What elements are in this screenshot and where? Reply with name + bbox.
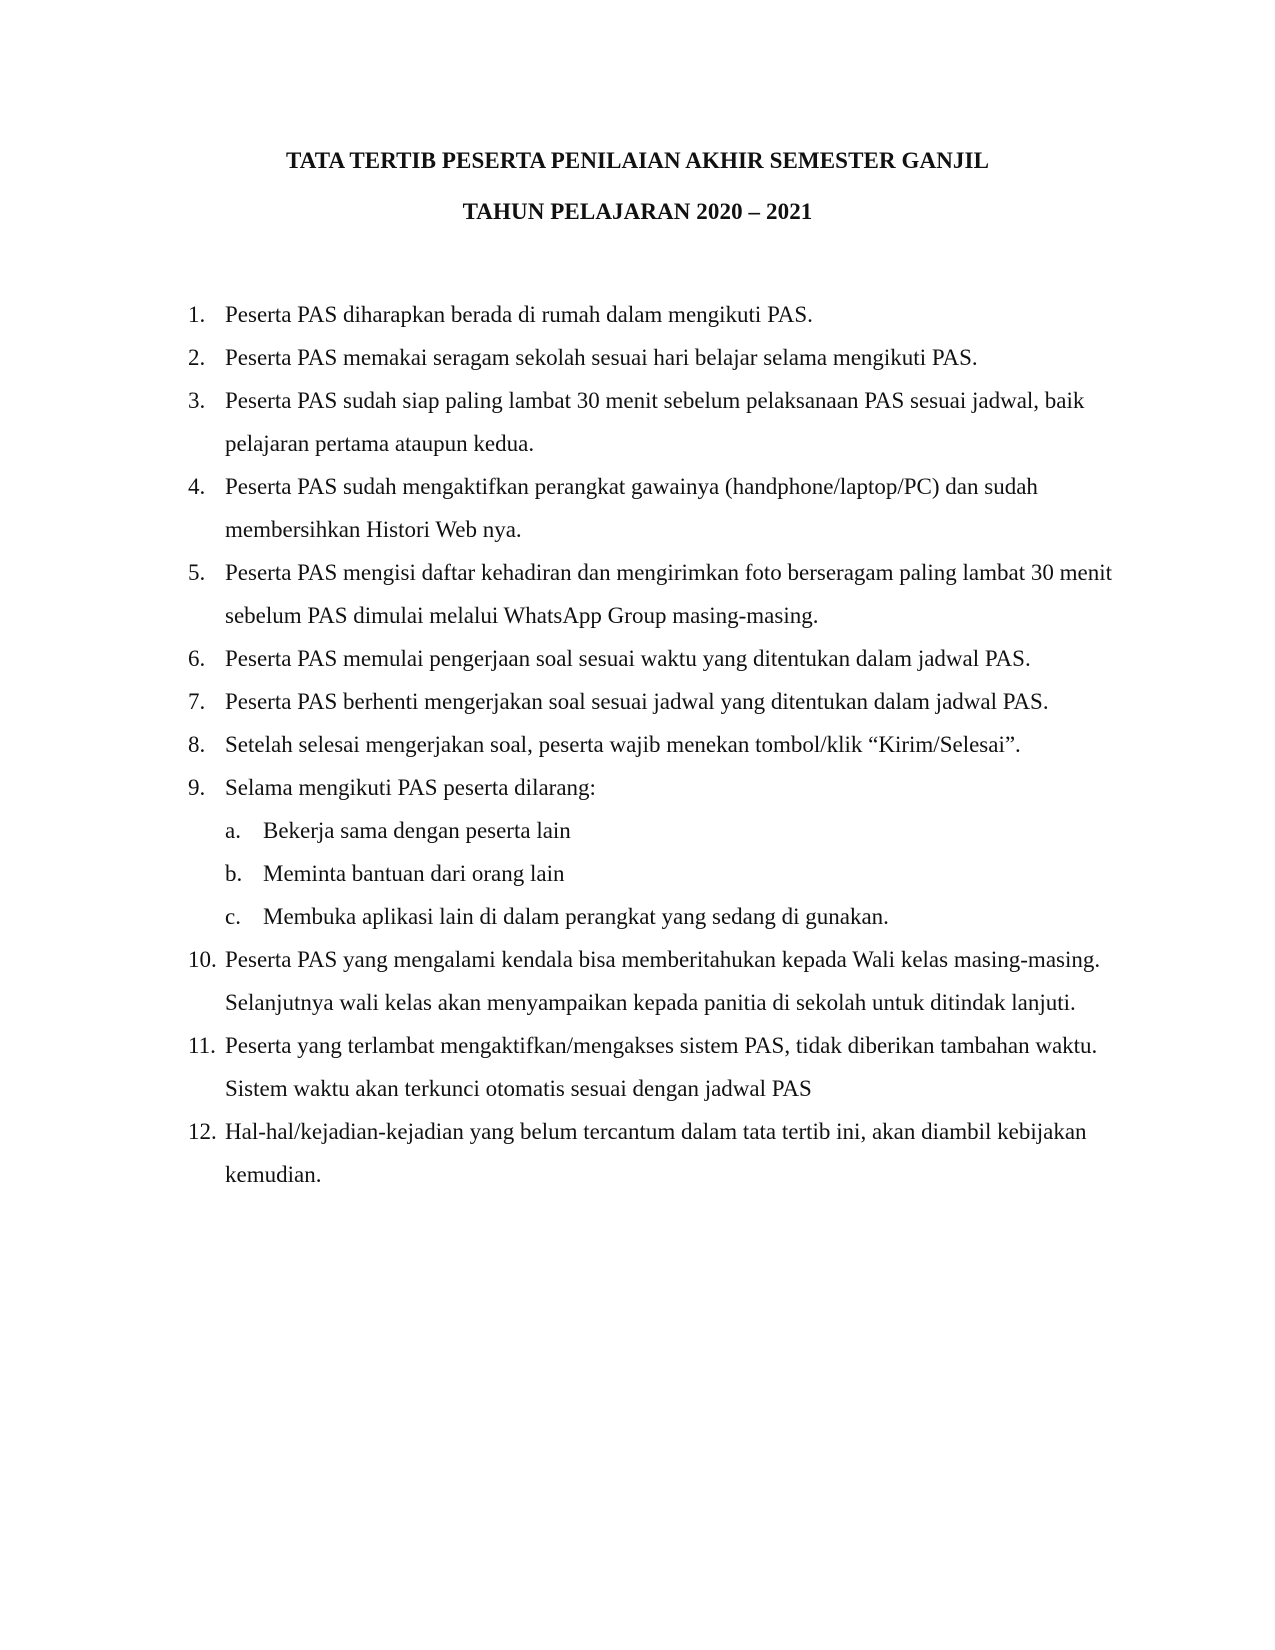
rule-item <box>188 551 1148 637</box>
document-title: TATA TERTIB PESERTA PENILAIAN AKHIR SEMESTER GANJIL <box>285 148 990 173</box>
rule-item <box>188 637 1148 680</box>
prohibited-text: Bekerja sama dengan peserta lain <box>263 818 571 843</box>
rule-item <box>188 1024 1148 1110</box>
rule-item <box>188 938 1148 1024</box>
prohibited-letter: a. <box>225 818 241 843</box>
rule-text: Selama mengikuti PAS peserta dilarang: <box>225 775 596 800</box>
rule-item <box>188 680 1148 723</box>
rule-number: 10. <box>188 947 217 972</box>
rule-number: 8. <box>188 732 206 757</box>
document-subtitle: TAHUN PELAJARAN 2020 – 2021 <box>462 199 813 224</box>
rule-number: 7. <box>188 689 206 714</box>
rule-text: Peserta PAS berhenti mengerjakan soal sesuai jadwal yang ditentukan dalam jadwal PAS. <box>225 689 1049 714</box>
rule-text: Peserta yang terlambat mengaktifkan/mengakses sistem PAS, tidak diberikan tambahan waktu. Sistem waktu akan terkunci otomatis sesuai dengan jadwal PAS <box>225 1033 1098 1101</box>
rule-number: 4. <box>188 474 206 499</box>
rule-text: Peserta PAS mengisi daftar kehadiran dan mengirimkan foto berseragam paling lambat 30 menit sebelum PAS dimulai melalui WhatsApp Group masing-masing. <box>225 560 1112 628</box>
prohibited-text: Meminta bantuan dari orang lain <box>263 861 565 886</box>
rule-text: Peserta PAS yang mengalami kendala bisa memberitahukan kepada Wali kelas masing-masing. Selanjutnya wali kelas akan menyampaikan kepada panitia di sekolah untuk ditindak lanjuti. <box>225 947 1101 1015</box>
rule-number: 12. <box>188 1119 217 1144</box>
prohibited-item <box>225 852 1148 895</box>
rule-text: Peserta PAS diharapkan berada di rumah dalam mengikuti PAS. <box>225 302 813 327</box>
rule-number: 6. <box>188 646 206 671</box>
rule-item <box>188 1110 1148 1196</box>
rule-number: 5. <box>188 560 206 585</box>
rule-item <box>188 293 1148 336</box>
rule-item <box>188 379 1148 465</box>
prohibited-text: Membuka aplikasi lain di dalam perangkat yang sedang di gunakan. <box>263 904 889 929</box>
rule-number: 1. <box>188 302 206 327</box>
rule-item <box>188 723 1148 766</box>
rule-text: Peserta PAS sudah mengaktifkan perangkat gawainya (handphone/laptop/PC) dan sudah membersihkan Histori Web nya. <box>225 474 1038 542</box>
prohibited-list <box>225 809 1148 938</box>
prohibited-item <box>225 809 1148 852</box>
rule-text: Hal-hal/kejadian-kejadian yang belum tercantum dalam tata tertib ini, akan diambil kebijakan kemudian. <box>225 1119 1087 1187</box>
rule-number: 9. <box>188 775 206 800</box>
rule-item <box>188 465 1148 551</box>
rule-text: Setelah selesai mengerjakan soal, peserta wajib menekan tombol/klik “Kirim/Selesai”. <box>225 732 1021 757</box>
rule-text: Peserta PAS memakai seragam sekolah sesuai hari belajar selama mengikuti PAS. <box>225 345 978 370</box>
rule-text: Peserta PAS memulai pengerjaan soal sesuai waktu yang ditentukan dalam jadwal PAS. <box>225 646 1031 671</box>
prohibited-letter: c. <box>225 904 241 929</box>
rule-number: 3. <box>188 388 206 413</box>
rules-list <box>188 293 1148 1196</box>
rule-text: Peserta PAS sudah siap paling lambat 30 menit sebelum pelaksanaan PAS sesuai jadwal, baik pelajaran pertama ataupun kedua. <box>225 388 1085 456</box>
rule-number: 2. <box>188 345 206 370</box>
prohibited-item <box>225 895 1148 938</box>
rule-number: 11. <box>188 1033 216 1058</box>
rule-item <box>188 336 1148 379</box>
prohibited-letter: b. <box>225 861 243 886</box>
rule-item <box>188 766 1148 938</box>
